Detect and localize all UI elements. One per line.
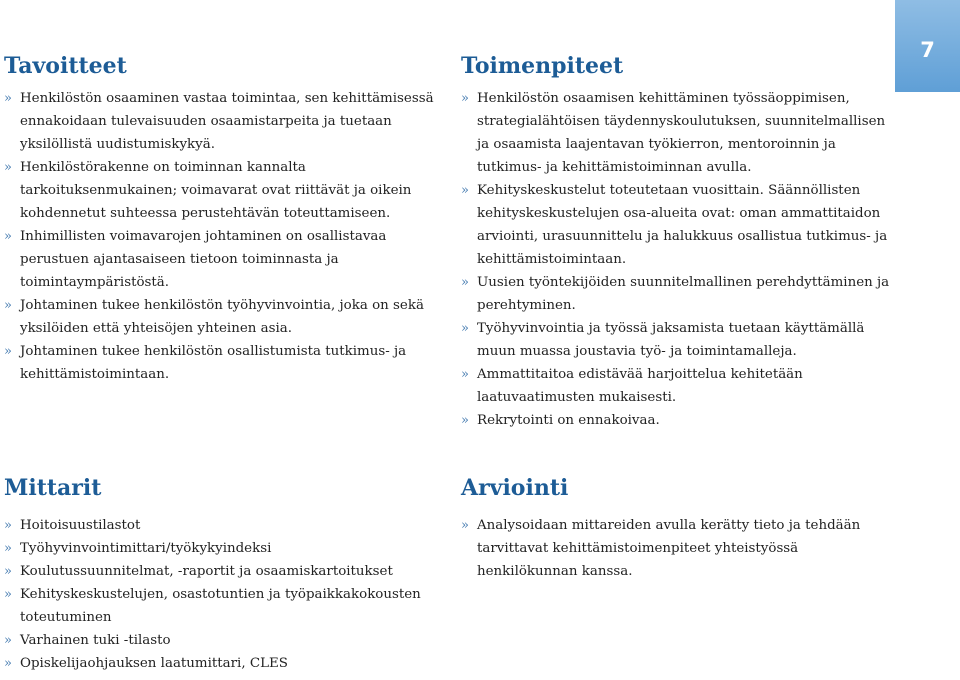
section-heading: Mittarit (4, 475, 102, 501)
list-item (4, 156, 449, 225)
list-item (4, 294, 449, 340)
list-item (4, 340, 449, 386)
list-item-text: Henkilöstörakenne on toiminnan kannalta tarkoituksenmukainen; voimavarat ovat riittävät ja oikein kohdennetut suhteessa perustehtävän toteuttamiseen. (20, 160, 412, 221)
page-number-tab (895, 0, 960, 92)
list-item-text: Työhyvinvointimittari/työkykyindeksi (20, 541, 272, 556)
list-item-text: Henkilöstön osaamisen kehittäminen työssäoppimisen, strategialähtöisen täydennyskoulutuksen, suunnitelmallisen ja osaamista laajentavan työkierron, mentoroinnin ja tutkimus- ja kehittämistoiminnan avulla. (477, 91, 886, 175)
list-item-text: Opiskelijaohjauksen laatumittari, CLES (20, 656, 288, 671)
list-item-text: Johtaminen tukee henkilöstön osallistumista tutkimus- ja kehittämistoimintaan. (20, 344, 407, 382)
bullet-marker-icon: » (4, 564, 12, 579)
list-item-text: Kehityskeskustelut toteutetaan vuosittain. Säännöllisten kehityskeskustelujen osa-alueita ovat: oman ammattitaidon arviointi, urasuunnittelu ja halukkuus osallistua tutkimus- ja kehittämistoimintaan. (477, 183, 888, 267)
section-mittarit (4, 474, 449, 675)
list-item-text: Hoitoisuustilastot (20, 518, 141, 533)
list-item (4, 514, 449, 537)
bullet-marker-icon: » (4, 656, 12, 671)
list-item-text: Kehityskeskustelujen, osastotuntien ja työpaikkakokousten toteutuminen (20, 587, 421, 625)
bullet-list (461, 514, 901, 583)
bullet-marker-icon: » (461, 367, 469, 382)
list-item-text: Henkilöstön osaaminen vastaa toimintaa, sen kehittämisessä ennakoidaan tulevaisuuden osaamistarpeita ja tuetaan yksilöllistä uudistumiskykyä. (20, 91, 434, 152)
bullet-list (4, 514, 449, 675)
section-heading: Toimenpiteet (461, 53, 624, 79)
bullet-marker-icon: » (461, 275, 469, 290)
bullet-list (461, 87, 901, 432)
bullet-marker-icon: » (4, 344, 12, 359)
section-tavoitteet (4, 52, 449, 386)
list-item-text: Työhyvinvointia ja työssä jaksamista tuetaan käyttämällä muun muassa joustavia työ- ja toimintamalleja. (477, 321, 865, 359)
bullet-marker-icon: » (461, 91, 469, 106)
list-item-text: Uusien työntekijöiden suunnitelmallinen perehdyttäminen ja perehtyminen. (477, 275, 890, 313)
list-item-text: Varhainen tuki -tilasto (20, 633, 171, 648)
section-arviointi (461, 474, 901, 583)
section-heading: Tavoitteet (4, 53, 127, 79)
list-item (4, 537, 449, 560)
bullet-marker-icon: » (4, 91, 12, 106)
bullet-marker-icon: » (461, 321, 469, 336)
list-item (461, 514, 901, 583)
bullet-marker-icon: » (4, 633, 12, 648)
list-item (4, 560, 449, 583)
bullet-marker-icon: » (4, 298, 12, 313)
bullet-list (4, 87, 449, 386)
bullet-marker-icon: » (4, 541, 12, 556)
list-item (461, 87, 901, 179)
list-item (461, 317, 901, 363)
page-number: 7 (920, 38, 935, 62)
list-item (4, 652, 449, 675)
list-item (4, 583, 449, 629)
list-item-text: Analysoidaan mittareiden avulla kerätty tieto ja tehdään tarvittavat kehittämistoimenpiteet yhteistyössä henkilökunnan kanssa. (477, 518, 861, 579)
list-item-text: Ammattitaitoa edistävää harjoittelua kehitetään laatuvaatimusten mukaisesti. (477, 367, 803, 405)
list-item-text: Rekrytointi on ennakoivaa. (477, 413, 660, 428)
bullet-marker-icon: » (4, 518, 12, 533)
bullet-marker-icon: » (4, 587, 12, 602)
list-item-text: Koulutussuunnitelmat, -raportit ja osaamiskartoitukset (20, 564, 393, 579)
list-item (461, 409, 901, 432)
list-item (461, 179, 901, 271)
list-item-text: Inhimillisten voimavarojen johtaminen on osallistavaa perustuen ajantasaiseen tietoon toiminnasta ja toimintaympäristöstä. (20, 229, 387, 290)
bullet-marker-icon: » (4, 160, 12, 175)
list-item (461, 363, 901, 409)
list-item (4, 87, 449, 156)
section-toimenpiteet (461, 52, 901, 432)
list-item (461, 271, 901, 317)
list-item (4, 629, 449, 652)
bullet-marker-icon: » (461, 413, 469, 428)
bullet-marker-icon: » (461, 183, 469, 198)
list-item-text: Johtaminen tukee henkilöstön työhyvinvointia, joka on sekä yksilöiden että yhteisöjen yhteinen asia. (20, 298, 424, 336)
section-heading: Arviointi (461, 475, 569, 501)
bullet-marker-icon: » (4, 229, 12, 244)
list-item (4, 225, 449, 294)
bullet-marker-icon: » (461, 518, 469, 533)
